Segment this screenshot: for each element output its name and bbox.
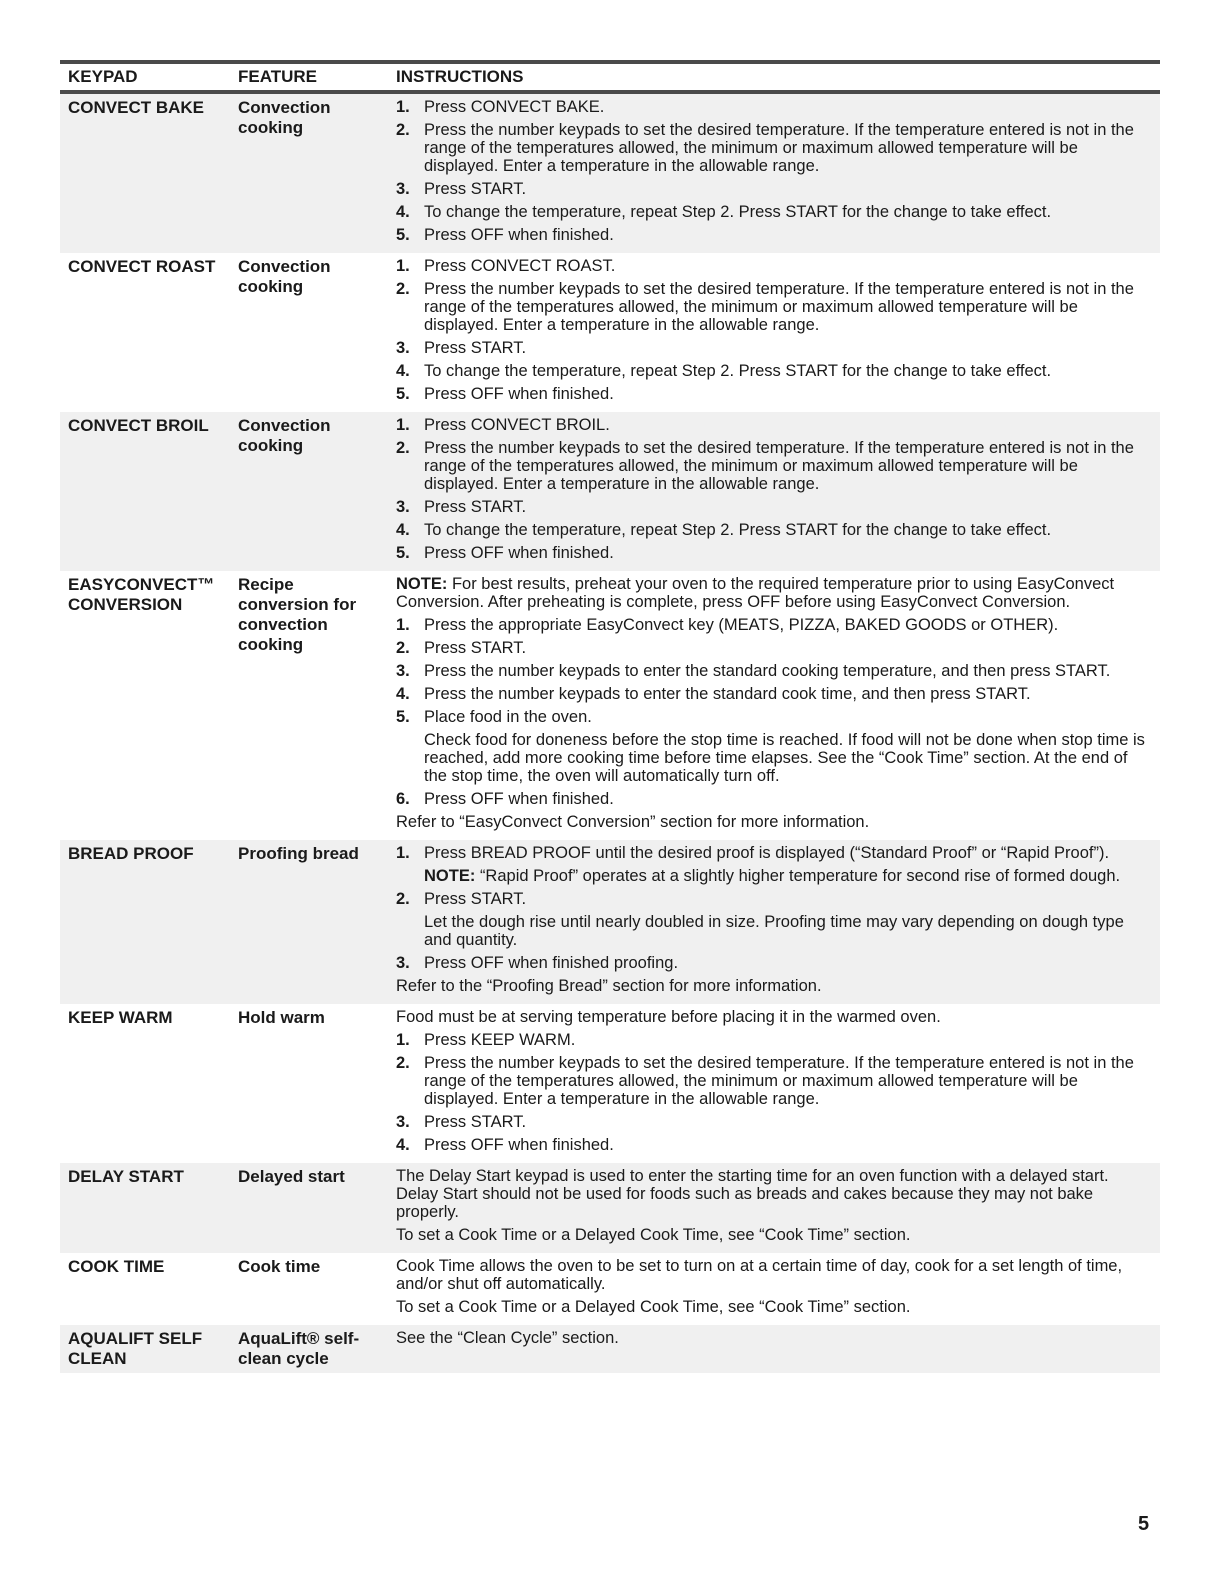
feature-name: Proofing bread [230,840,388,1004]
instruction-step [396,498,1152,516]
step-number: 3. [396,1113,410,1131]
detail-text: Let the dough rise until nearly doubled in size. Proofing time may vary depending on dough type and quantity. [424,913,1124,949]
step-number: 2. [396,280,410,298]
instruction-paragraph: To set a Cook Time or a Delayed Cook Time, see “Cook Time” section. [396,1226,911,1244]
step-text: Press START. [424,498,527,516]
step-text: Press the number keypads to set the desired temperature. If the temperature entered is not in the range of the temperatures allowed, the minimum or maximum allowed temperature will be displayed. Enter a temperature in the allowable range. [424,280,1134,334]
step-text: Press the number keypads to enter the standard cooking temperature, and then press START. [424,662,1111,680]
step-number: 2. [396,439,410,457]
feature-name: Delayed start [230,1163,388,1253]
instruction-step [396,416,1152,434]
keypad-name: BREAD PROOF [60,840,230,1004]
instruction-paragraph: Refer to “EasyConvect Conversion” section for more information. [396,813,870,831]
step-text: Press OFF when finished. [424,1136,614,1154]
instructions-cell [388,253,1160,412]
instruction-step [396,180,1152,198]
instruction-paragraph: Food must be at serving temperature before placing it in the warmed oven. [396,1008,941,1026]
step-detail [424,731,1152,785]
keypad-name: CONVECT BAKE [60,92,230,253]
instructions-cell [388,412,1160,571]
step-text: Press CONVECT ROAST. [424,257,616,275]
instruction-step [396,954,1152,972]
feature-name: Hold warm [238,1008,325,1027]
step-number: 3. [396,339,410,357]
step-number: 4. [396,521,410,539]
instruction-step [396,257,1152,275]
note-text: For best results, preheat your oven to the required temperature prior to using EasyConvect Conversion. After preheating is complete, press OFF before using EasyConvect Conversion. [396,575,1115,611]
step-text: Press OFF when finished. [424,226,614,244]
step-number: 2. [396,639,410,657]
step-number: 1. [396,257,410,275]
header-keypad: KEYPAD [60,64,230,92]
step-number: 5. [396,226,410,244]
instruction-paragraph: To set a Cook Time or a Delayed Cook Time, see “Cook Time” section. [396,1298,911,1316]
instruction-paragraph: The Delay Start keypad is used to enter the starting time for an oven function with a delayed start. Delay Start should not be used for foods such as breads and cakes because they may not bake properly. [396,1167,1109,1221]
step-text: Press KEEP WARM. [424,1031,576,1049]
step-number: 5. [396,385,410,403]
header-feature: FEATURE [230,64,388,92]
instruction-step [396,662,1152,680]
step-number: 3. [396,954,410,972]
instruction-step [396,544,1152,562]
instructions-cell [388,1325,1160,1373]
instruction-paragraph: Refer to the “Proofing Bread” section for more information. [396,977,822,995]
step-number: 2. [396,121,410,139]
keypad-name: CONVECT BROIL [60,412,230,571]
step-number: 4. [396,203,410,221]
instruction-step [396,203,1152,221]
instruction-step [396,1031,1152,1049]
instruction-step [396,121,1152,175]
step-text: Press OFF when finished. [424,385,614,403]
step-text: Press the appropriate EasyConvect key (MEATS, PIZZA, BAKED GOODS or OTHER). [424,616,1059,634]
note-label: NOTE: [396,575,448,593]
instruction-table-page [60,60,1160,1373]
instruction-step [396,439,1152,493]
feature-name: AquaLift® self-clean cycle [230,1325,388,1373]
instructions-cell [388,92,1160,253]
keypad-name: COOK TIME [68,1257,165,1276]
step-number: 5. [396,708,410,726]
instructions-cell [388,1163,1160,1253]
instruction-step [396,844,1152,862]
step-number: 4. [396,1136,410,1154]
step-text: Press BREAD PROOF until the desired proof is displayed (“Standard Proof” or “Rapid Proof”). [424,844,1110,862]
instructions-cell [388,1253,1160,1325]
step-text: Press the number keypads to set the desired temperature. If the temperature entered is not in the range of the temperatures allowed, the minimum or maximum allowed temperature will be displayed. Enter a temperature in the allowable range. [424,439,1134,493]
instruction-step [396,1054,1152,1108]
table-row [60,571,1160,840]
step-number: 3. [396,498,410,516]
instructions-cell [388,840,1160,1004]
feature-name: Recipe conversion for convection cooking [238,575,357,654]
instruction-step [396,385,1152,403]
step-text: Press START. [424,890,527,908]
feature-name: Convection cooking [238,257,331,296]
step-number: 3. [396,662,410,680]
step-text: Press OFF when finished. [424,790,614,808]
table-row [60,92,1160,253]
step-text: Press CONVECT BAKE. [424,98,605,116]
detail-text: “Rapid Proof” operates at a slightly higher temperature for second rise of formed dough. [479,867,1121,885]
keypad-name: EASYCONVECT™ CONVERSION [68,575,215,614]
instruction-step [396,98,1152,116]
note-label: NOTE: [424,867,476,885]
header-instructions: INSTRUCTIONS [388,64,1160,92]
step-text: Press START. [424,180,527,198]
table-row [60,412,1160,571]
step-text: To change the temperature, repeat Step 2. Press START for the change to take effect. [424,362,1052,380]
keypad-name: KEEP WARM [68,1008,173,1027]
step-number: 1. [396,616,410,634]
instruction-step [396,280,1152,334]
table-row [60,1325,1160,1373]
step-text: Press CONVECT BROIL. [424,416,610,434]
instruction-step [396,1113,1152,1131]
page-number: 5 [1138,1513,1150,1535]
step-number: 1. [396,1031,410,1049]
step-number: 1. [396,844,410,862]
table-row [60,1004,1160,1163]
step-number: 4. [396,362,410,380]
step-text: Press the number keypads to set the desired temperature. If the temperature entered is not in the range of the temperatures allowed, the minimum or maximum allowed temperature will be displayed. Enter a temperature in the allowable range. [424,121,1134,175]
step-number: 4. [396,685,410,703]
feature-name: Convection cooking [230,412,388,571]
detail-text: Check food for doneness before the stop time is reached. If food will not be done when stop time is reached, add more cooking time before time elapses. See the “Cook Time” section. At the end of the stop time, the oven will automatically turn off. [424,731,1145,785]
note-paragraph [396,575,1152,611]
instructions-cell [388,571,1160,840]
instruction-step [396,616,1152,634]
step-text: Press OFF when finished proofing. [424,954,679,972]
step-text: To change the temperature, repeat Step 2. Press START for the change to take effect. [424,203,1052,221]
step-text: Press START. [424,639,527,657]
instruction-step [396,790,1152,808]
instruction-step [396,339,1152,357]
step-number: 2. [396,1054,410,1072]
step-text: Press OFF when finished. [424,544,614,562]
instruction-step [396,362,1152,380]
step-number: 1. [396,98,410,116]
step-text: Press START. [424,1113,527,1131]
keypad-name: DELAY START [60,1163,230,1253]
instruction-step [396,521,1152,539]
step-text: Press the number keypads to enter the standard cook time, and then press START. [424,685,1031,703]
feature-name: Cook time [238,1257,321,1276]
step-number: 1. [396,416,410,434]
feature-name: Convection cooking [230,92,388,253]
step-text: To change the temperature, repeat Step 2. Press START for the change to take effect. [424,521,1052,539]
table-row [60,1163,1160,1253]
table-row [60,253,1160,412]
step-detail [424,867,1152,885]
instruction-step [396,226,1152,244]
step-text: Press the number keypads to set the desired temperature. If the temperature entered is not in the range of the temperatures allowed, the minimum or maximum allowed temperature will be displayed. Enter a temperature in the allowable range. [424,1054,1134,1108]
instruction-step [396,685,1152,703]
table-row [60,1253,1160,1325]
instructions-cell [388,1004,1160,1163]
table-header-row [60,64,1160,92]
step-number: 3. [396,180,410,198]
step-text: Place food in the oven. [424,708,592,726]
instruction-step [396,639,1152,657]
instruction-step [396,708,1152,726]
keypad-name: AQUALIFT SELF CLEAN [60,1325,230,1373]
instruction-paragraph: See the “Clean Cycle” section. [396,1329,619,1347]
instruction-step [396,890,1152,908]
instruction-step [396,1136,1152,1154]
step-text: Press START. [424,339,527,357]
step-number: 5. [396,544,410,562]
instruction-paragraph: Cook Time allows the oven to be set to turn on at a certain time of day, cook for a set length of time, and/or shut off automatically. [396,1257,1123,1293]
step-detail [424,913,1152,949]
keypad-instructions-table [60,64,1160,1373]
step-number: 6. [396,790,410,808]
step-number: 2. [396,890,410,908]
keypad-name: CONVECT ROAST [68,257,216,276]
table-row [60,840,1160,1004]
